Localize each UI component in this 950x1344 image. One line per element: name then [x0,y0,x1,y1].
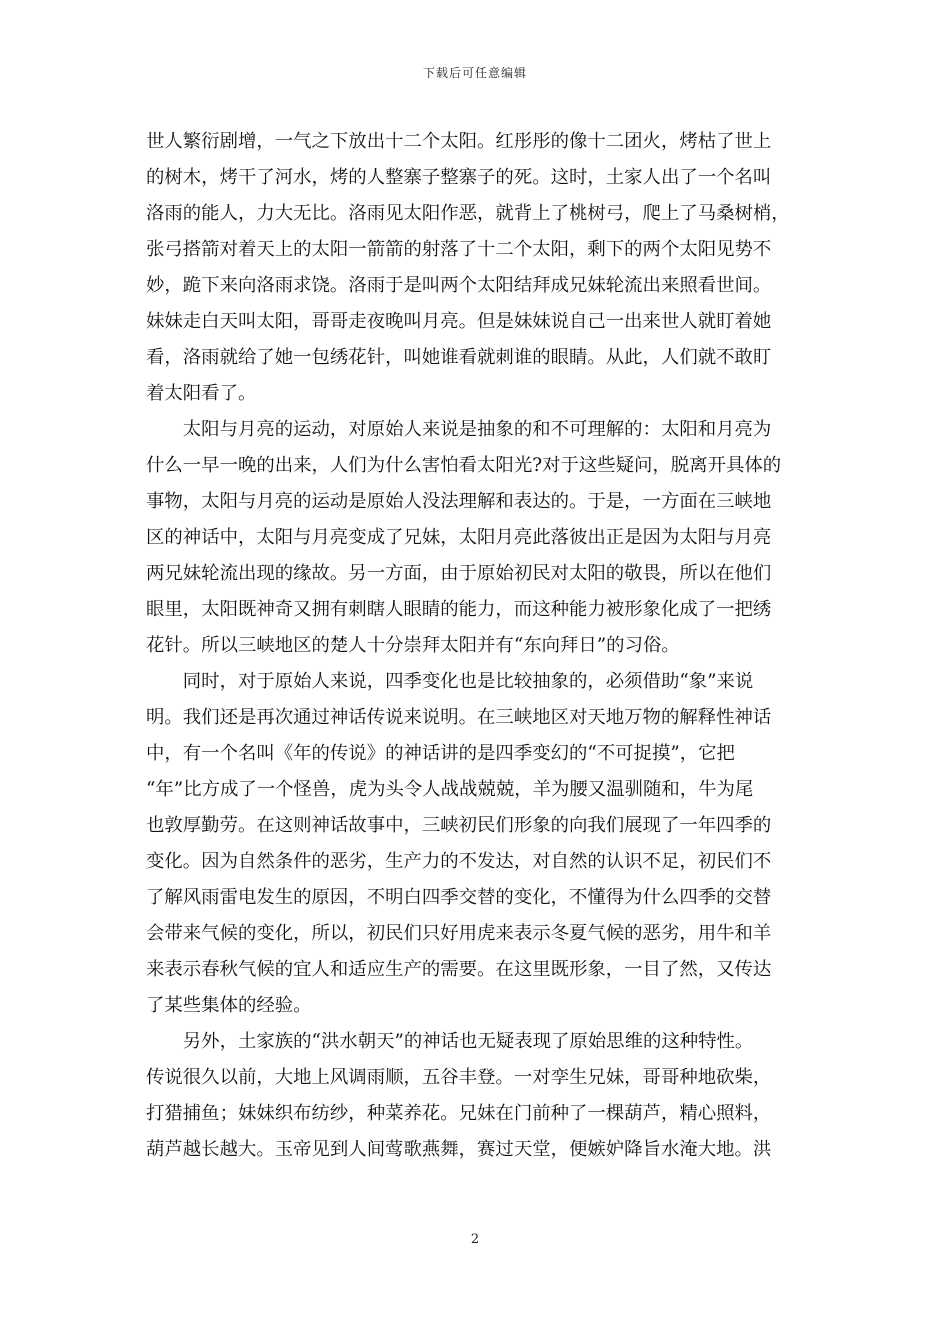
text-line: 来表示春秋气候的宜人和适应生产的需要。在这里既形象，一目了然，又传达 [146,959,772,980]
text-line: 太阳与月亮的运动，对原始人来说是抽象的和不可理解的：太阳和月亮为 [146,419,772,440]
text-line: “年”比方成了一个怪兽，虎为头令人战战兢兢，羊为腰又温驯随和，牛为尾 [146,779,754,800]
text-line: 两兄妹轮流出现的缘故。另一方面，由于原始初民对太阳的敬畏，所以在他们 [146,563,772,584]
page-header: 下载后可任意编辑 [422,66,527,80]
text-line: 的树木，烤干了河水，烤的人整寨子整寨子的死。这时，土家人出了一个名叫 [146,167,772,188]
document-body [146,124,806,1168]
text-line: 区的神话中，太阳与月亮变成了兄妹，太阳月亮此落彼出正是因为太阳与月亮 [146,527,772,548]
text-line: 张弓搭箭对着天上的太阳一箭箭的射落了十二个太阳，剩下的两个太阳见势不 [146,239,772,260]
text-line: 事物，太阳与月亮的运动是原始人没法理解和表达的。于是，一方面在三峡地 [146,491,772,512]
text-line: 也敦厚勤劳。在这则神话故事中，三峡初民们形象的向我们展现了一年四季的 [146,815,772,836]
text-line: 另外，土家族的“洪水朝天”的神话也无疑表现了原始思维的这种特性。 [146,1031,754,1052]
text-line: 妹妹走白天叫太阳，哥哥走夜晚叫月亮。但是妹妹说自己一出来世人就盯着她 [146,311,772,332]
text-line: 变化。因为自然条件的恶劣，生产力的不发达，对自然的认识不足，初民们不 [146,851,772,872]
text-line: 看，洛雨就给了她一包绣花针，叫她谁看就刺谁的眼睛。从此，人们就不敢盯 [146,347,772,368]
text-line: 世人繁衍剧增，一气之下放出十二个太阳。红彤彤的像十二团火，烤枯了世上 [146,131,772,152]
text-line: 明。我们还是再次通过神话传说来说明。在三峡地区对天地万物的解释性神话 [146,707,772,728]
text-line: 花针。所以三峡地区的楚人十分崇拜太阳并有“东向拜日”的习俗。 [146,635,680,656]
text-line: 妙，跪下来向洛雨求饶。洛雨于是叫两个太阳结拜成兄妹轮流出来照看世间。 [146,275,772,296]
text-line: 了解风雨雷电发生的原因，不明白四季交替的变化，不懂得为什么四季的交替 [146,887,772,908]
text-line: 了某些集体的经验。 [146,995,312,1016]
text-line: 中，有一个名叫《年的传说》的神话讲的是四季变幻的“不可捉摸”，它把 [146,743,735,764]
text-line: 洛雨的能人，力大无比。洛雨见太阳作恶，就背上了桃树弓，爬上了马桑树梢， [146,203,790,224]
text-line: 眼里，太阳既神奇又拥有刺瞎人眼睛的能力，而这种能力被形象化成了一把绣 [146,599,772,620]
text-line: 什么一早一晚的出来，人们为什么害怕看太阳光?对于这些疑问，脱离开具体的 [146,455,782,476]
text-line: 同时，对于原始人来说，四季变化也是比较抽象的，必须借助“象”来说 [146,671,754,692]
text-line: 着太阳看了。 [146,383,257,404]
text-line: 打猎捕鱼；妹妹织布纺纱，种菜养花。兄妹在门前种了一棵葫芦，精心照料， [146,1103,772,1124]
text-line: 传说很久以前，大地上风调雨顺，五谷丰登。一对孪生兄妹，哥哥种地砍柴， [146,1067,772,1088]
page-number: 2 [470,1232,480,1247]
text-line: 会带来气候的变化，所以，初民们只好用虎来表示冬夏气候的恶劣，用牛和羊 [146,923,772,944]
text-line: 葫芦越长越大。玉帝见到人间莺歌燕舞，赛过天堂，便嫉妒降旨水淹大地。洪 [146,1139,772,1160]
